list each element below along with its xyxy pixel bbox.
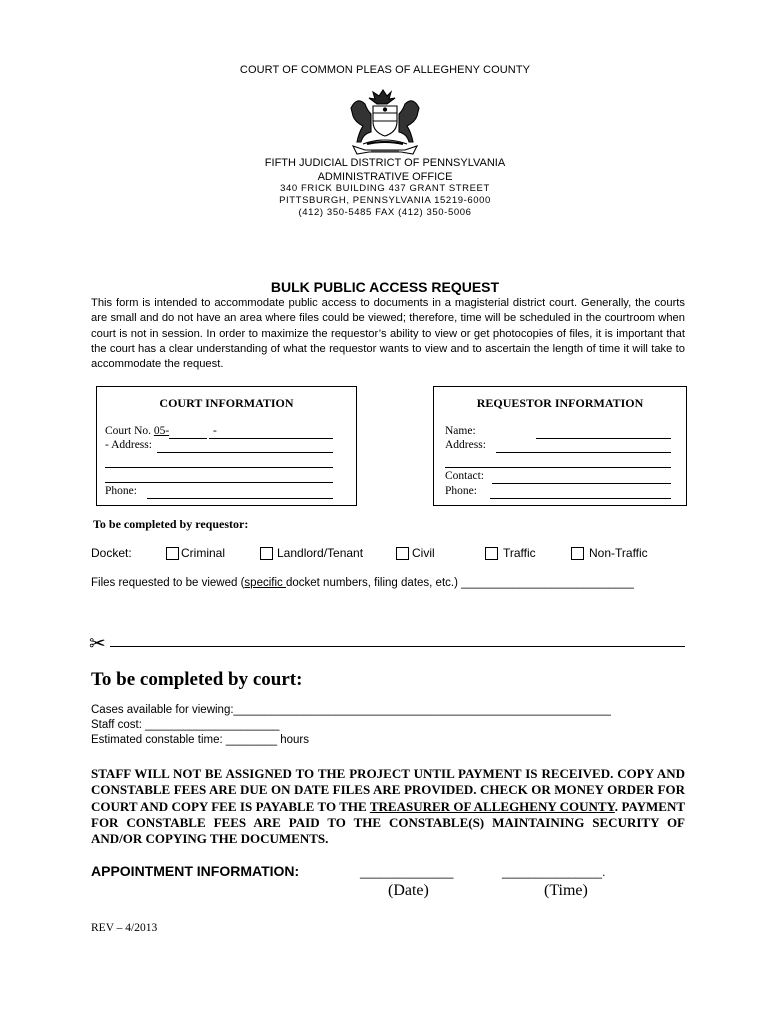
- court-information-heading: COURT INFORMATION: [159, 396, 294, 410]
- form-title: BULK PUBLIC ACCESS REQUEST: [270, 279, 500, 295]
- docket-label: Docket:: [91, 546, 132, 560]
- requestor-information-heading: REQUESTOR INFORMATION: [476, 396, 644, 410]
- court-no-part1-line[interactable]: [169, 438, 207, 439]
- court-no-label: Court No. 05-: [105, 425, 170, 437]
- criminal-checkbox[interactable]: [166, 547, 179, 560]
- court-address-label: - Address:: [105, 439, 152, 451]
- form-intro: This form is intended to accommodate public access to documents in a magisterial district court. Generally, the courts are small and do not have an area where files could be viewed; therefore, time will be scheduled in the courtroom when court is not in session. In order to maximize the requestor’s ability to view or get photocopies of files, it is important that the court has a clear understanding of what the requestor wants to view and to ascertain the length of time it will take to accommodate the request.: [91, 297, 685, 371]
- constable-time-line[interactable]: Estimated constable time: ________ hours: [91, 734, 309, 746]
- requestor-address-line1[interactable]: [496, 452, 671, 453]
- requestor-section-heading: To be completed by requestor:: [93, 517, 249, 531]
- requestor-address-line2[interactable]: [445, 467, 671, 468]
- cut-line: [110, 646, 685, 647]
- court-no-dash: -: [213, 425, 217, 437]
- docket-option-landlord-tenant[interactable]: Landlord/Tenant: [260, 546, 363, 560]
- office-address-line2: PITTSBURGH, PENNSYLVANIA 15219-6000: [279, 195, 491, 206]
- office-address-line1: 340 FRICK BUILDING 437 GRANT STREET: [280, 183, 490, 194]
- requestor-name-line[interactable]: [536, 438, 671, 439]
- court-phone-line[interactable]: [147, 498, 333, 499]
- docket-option-civil[interactable]: Civil: [396, 546, 435, 560]
- staff-cost-line[interactable]: Staff cost: _____________________: [91, 719, 280, 731]
- court-address-line3[interactable]: [105, 482, 333, 483]
- appointment-date-label: (Date): [388, 882, 429, 899]
- docket-option-traffic[interactable]: Traffic: [485, 546, 536, 560]
- appointment-time-label: (Time): [544, 882, 588, 899]
- pennsylvania-seal-icon: [343, 86, 427, 158]
- appointment-label: APPOINTMENT INFORMATION:: [91, 863, 300, 879]
- appointment-date-blank[interactable]: ______________: [360, 865, 454, 879]
- requestor-name-label: Name:: [445, 425, 476, 437]
- landlord-tenant-checkbox[interactable]: [260, 547, 273, 560]
- court-address-line1[interactable]: [157, 452, 333, 453]
- scissors-icon: ✂: [89, 631, 106, 655]
- revision-label: REV – 4/2013: [91, 922, 158, 934]
- requestor-address-label: Address:: [445, 439, 486, 451]
- court-no-part2-line[interactable]: [209, 438, 333, 439]
- non-traffic-checkbox[interactable]: [571, 547, 584, 560]
- files-requested-line[interactable]: Files requested to be viewed (specific docket numbers, filing dates, etc.) ___________________________: [91, 577, 634, 589]
- docket-option-criminal[interactable]: Criminal: [166, 546, 225, 560]
- requestor-phone-line[interactable]: [490, 498, 671, 499]
- requestor-contact-line[interactable]: [492, 483, 671, 484]
- court-phone-label: Phone:: [105, 485, 137, 497]
- requestor-contact-label: Contact:: [445, 470, 484, 482]
- appointment-time-blank[interactable]: _______________.: [502, 865, 606, 879]
- office-name: ADMINISTRATIVE OFFICE: [317, 171, 453, 183]
- court-section-heading: To be completed by court:: [91, 669, 303, 690]
- requestor-information-box: [433, 386, 687, 506]
- office-phone-fax: (412) 350-5485 FAX (412) 350-5006: [298, 207, 472, 218]
- requestor-phone-label: Phone:: [445, 485, 477, 497]
- cases-available-line[interactable]: Cases available for viewing:___________________________________________________________: [91, 704, 611, 716]
- civil-checkbox[interactable]: [396, 547, 409, 560]
- court-address-line2[interactable]: [105, 467, 333, 468]
- traffic-checkbox[interactable]: [485, 547, 498, 560]
- payee-name: TREASURER OF ALLEGHENY COUNTY: [369, 798, 615, 814]
- district-name: FIFTH JUDICIAL DISTRICT OF PENNSYLVANIA: [264, 157, 506, 169]
- payment-notice: STAFF WILL NOT BE ASSIGNED TO THE PROJECT UNTIL PAYMENT IS RECEIVED. COPY AND CONSTABLE FEES ARE DUE ON DATE FILES ARE PROVIDED. CHECK OR MONEY ORDER FOR COURT AND COPY FEE IS PAYABLE TO THE TREASURER OF ALLEGHENY COUNTY. PAYMENT FOR CONSTABLE FEES ARE PAID TO THE CONSTABLE(S) MAINTAINING SECURITY OF AND/OR COPYING THE DOCUMENTS.: [91, 766, 685, 847]
- court-name: COURT OF COMMON PLEAS OF ALLEGHENY COUNTY: [239, 64, 531, 76]
- court-information-box: [96, 386, 357, 506]
- docket-option-non-traffic[interactable]: Non-Traffic: [571, 546, 648, 560]
